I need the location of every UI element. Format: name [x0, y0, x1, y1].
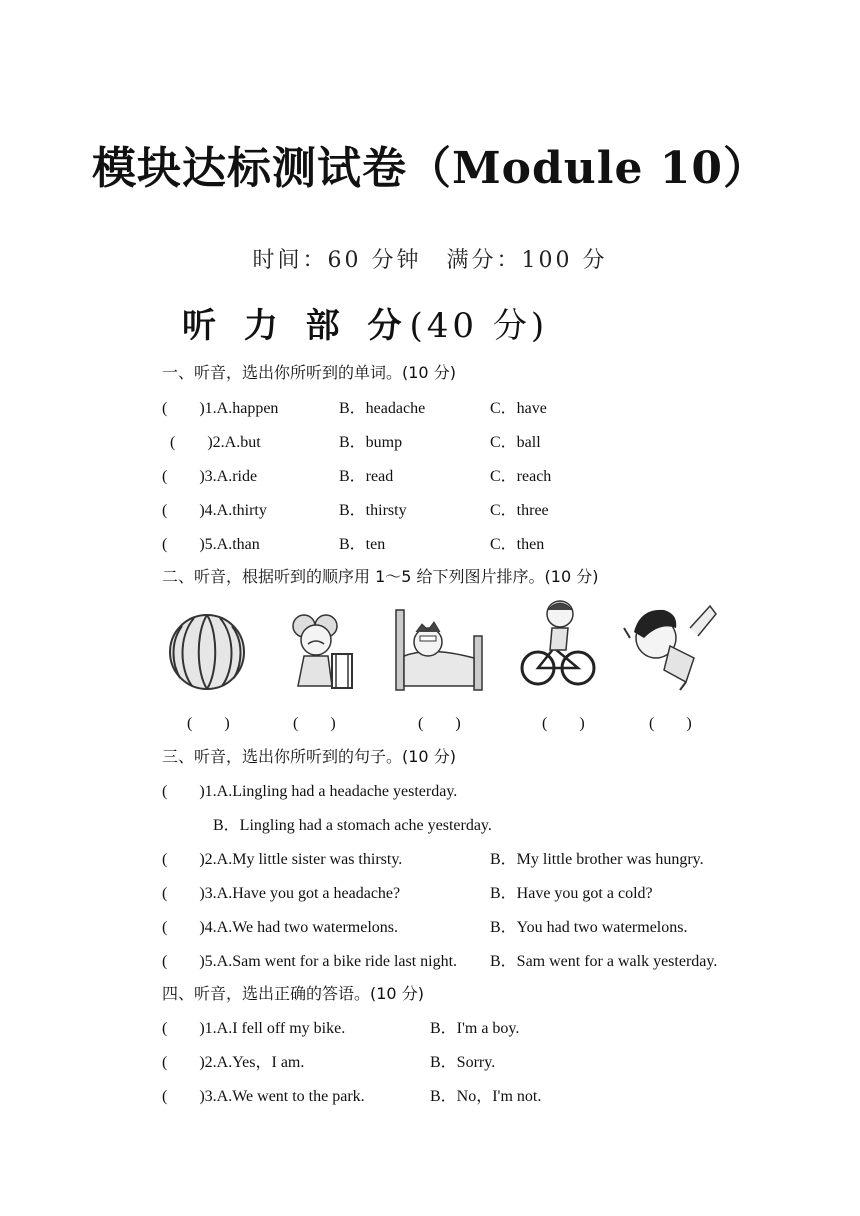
picture-answer-blank[interactable]: ( ) — [649, 715, 692, 732]
option-c: C．three — [490, 502, 549, 519]
option-c: C．ball — [490, 434, 541, 451]
section-1-heading: 一、听音，选出你所听到的单词。(10 分) — [162, 363, 456, 382]
option-c: C．have — [490, 400, 547, 417]
boy-in-bed-icon — [390, 606, 486, 692]
section-3-heading: 三、听音，选出你所听到的句子。(10 分) — [162, 747, 456, 766]
option-b: B．read — [339, 468, 394, 485]
question-text: ( )1.A.I fell off my bike. — [162, 1020, 346, 1037]
question-text: ( )2.A.but — [170, 434, 261, 451]
picture-answer-blank[interactable]: ( ) — [542, 715, 585, 732]
question-text: ( )1.A.Lingling had a headache yesterday. — [162, 783, 458, 800]
girl-falling-icon — [620, 598, 720, 692]
picture-answer-blank[interactable]: ( ) — [293, 715, 336, 732]
question-text: ( )4.A.thirty — [162, 502, 267, 519]
part-name: 听 力 部 分 — [182, 306, 410, 346]
option-b: B．I'm a boy. — [430, 1020, 520, 1037]
option-b: B．No，I'm not. — [430, 1088, 542, 1105]
question-text: ( )4.A.We had two watermelons. — [162, 919, 398, 936]
option-b: B．Lingling had a stomach ache yesterday. — [213, 817, 492, 834]
option-b: B．headache — [339, 400, 426, 417]
section-4-heading: 四、听音，选出正确的答语。(10 分) — [162, 984, 424, 1003]
option-c: C．then — [490, 536, 545, 553]
girl-headache-icon — [274, 608, 360, 692]
option-b: B．Sorry. — [430, 1054, 496, 1071]
option-b: B．You had two watermelons. — [490, 919, 688, 936]
option-b: B．Sam went for a walk yesterday. — [490, 953, 718, 970]
boy-bike-icon — [520, 598, 596, 690]
question-text: ( )5.A.Sam went for a bike ride last night. — [162, 953, 458, 970]
page-title: 模块达标测试卷（Module 10） — [91, 143, 769, 194]
question-text: ( )2.A.My little sister was thirsty. — [162, 851, 403, 868]
question-text: ( )3.A.We went to the park. — [162, 1088, 365, 1105]
section-2-heading: 二、听音，根据听到的顺序用 1～5 给下列图片排序。(10 分) — [162, 567, 599, 586]
option-b: B．My little brother was hungry. — [490, 851, 704, 868]
question-text: ( )5.A.than — [162, 536, 260, 553]
option-b: B．bump — [339, 434, 403, 451]
watermelon-icon — [166, 612, 248, 692]
question-text: ( )2.A.Yes，I am. — [162, 1054, 305, 1071]
question-text: ( )3.A.Have you got a headache? — [162, 885, 401, 902]
option-c: C．reach — [490, 468, 552, 485]
part-heading — [182, 298, 548, 347]
part-points: (40 分) — [409, 306, 549, 346]
question-text: ( )3.A.ride — [162, 468, 258, 485]
exam-info: 时间：60 分钟 满分：100 分 — [252, 248, 608, 273]
question-text: ( )1.A.happen — [162, 400, 279, 417]
picture-answer-blank[interactable]: ( ) — [418, 715, 461, 732]
option-b: B．ten — [339, 536, 386, 553]
picture-answer-blank[interactable]: ( ) — [187, 715, 230, 732]
option-b: B．thirsty — [339, 502, 407, 519]
option-b: B．Have you got a cold? — [490, 885, 653, 902]
